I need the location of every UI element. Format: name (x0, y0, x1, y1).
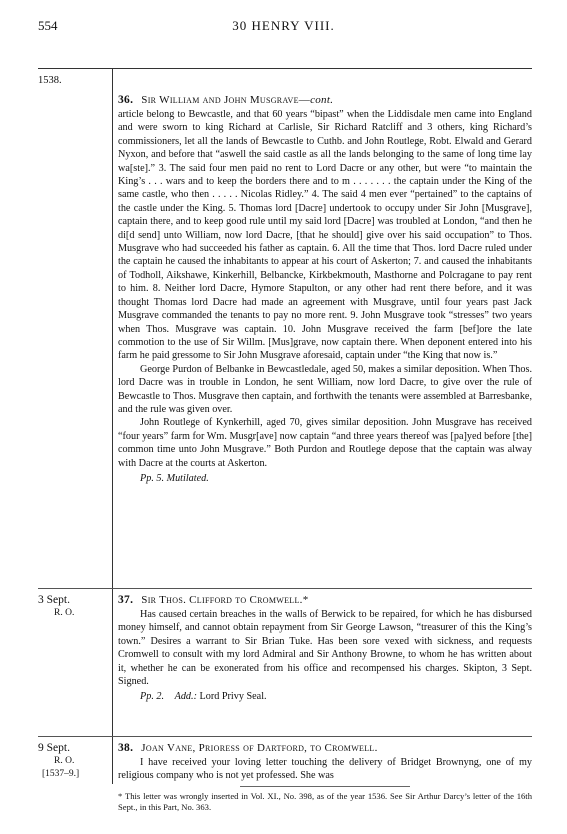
entry-38-date: 9 Sept. (38, 742, 70, 754)
entry-37-date: 3 Sept. (38, 594, 70, 606)
entry-37-text: Has caused certain breaches in the walls of Berwick to be repaired, for which he has disbursed money himself, and cannot obtain repayment from Sir George Lawson, “treasurer of this the King’s town.” Desires a warrant to Sir Brian Tuke. Has been sore vexed with sickness, and requests Cromwell to consult with my lord Admiral and Sir Anthony Browne, to whom he has written about it, whether he can be exonerated from his office and recompensed his charges. Skipton, 3 Sept. Signed. (118, 609, 532, 688)
entry-37-pages: Pp. 2. (140, 691, 165, 703)
entry-37-heading (118, 594, 532, 606)
entry-36-paragraph-3: John Routlege of Kynkerhill, aged 70, gives similar deposition. John Musgrave has received “four years” farm for Wm. Musgr[ave] now captain “and three years thereof was [pa]yed before [the] common time unto John Musgrave.” Both Purdon and Routlege depose that the captain was alway with Dacre at the courts at Askerton. (118, 417, 532, 469)
entry-37-margin (38, 594, 108, 620)
entry-38-source: R. O. (54, 756, 75, 766)
entry-38-source-date: [1537–9.] (42, 769, 80, 779)
entry-36-title: Sir William and John Musgrave— (141, 94, 311, 106)
entry-38-text: I have received your loving letter touching the delivery of Bridget Brownyng, one of my religious company who is not yet professed. She was (118, 757, 532, 782)
page-number: 554 (38, 18, 58, 33)
entry-37-source: R. O. (54, 608, 75, 618)
entry-36-paragraph-2: George Purdon of Belbanke in Bewcastledale, aged 50, makes a similar deposition. When Thos. lord Dacre was in trouble in London, he sent William, now lord Dacre, to give over the rule of Bewcastle to Thos. Musgrave then captain, and forthwith the tenants were assembled at Barresbanke, and the rule was given over. (118, 363, 532, 415)
entry-36-heading (118, 94, 532, 106)
entry-38-number: 38. (118, 742, 134, 754)
entry-38-title: Joan Vane, Prioress of Dartford, to Cromwell. (141, 742, 378, 754)
running-head: 30 HENRY VIII. (232, 18, 335, 33)
entry-36-note: Pp. 5. Mutilated. (140, 472, 209, 484)
entry-36-number: 36. (118, 94, 134, 106)
margin-year: 1538. (38, 75, 62, 86)
margin-gutter-line (112, 68, 113, 784)
page-header (0, 18, 567, 38)
entry-37-note (140, 691, 532, 702)
entry-37 (118, 594, 532, 706)
entry-38 (118, 742, 532, 783)
entry-separator-1 (38, 588, 532, 589)
entry-37-add-label: Add.: (174, 691, 197, 703)
entry-36-paragraph-1: article belong to Bewcastle, and that 60 years “bipast” when the Liddisdale men came into England and were sworn to king Richard at Carlisle, Sir Richard Ratcliff and 3 others, king Richard’s commissioners, let all the lands of Bewcastle to Cuthb. and John Routlege, Robt. Elwald and Gerard Nyxon, and before that “aswell the said castle as all the lands belonging to the same of long time lay wa[ste].” 3. The said four men paid no rent to Lord Dacre or any other, but were “to maintain the King’s . . . wars and to keep the borders there and to m . . . . . . . the captain under the King of the same castle, who then . . . . . Nicolas Ridley.” 4. The said 4 men ever “pertained” to the captains of the castle under the King. 5. Thomas lord [Dacre] undertook to occupy under Sir John [Musgrave], captain there, and to keep good rule until my said lord [Dacre] was troubled at London, “and then he di[d send] unto William, now lord Dacre, [that he should] give over his said occupation” to Thos. Musgrave who had succeeded his father as captain. 6. All the time that Thos. lord Dacre ruled under the captain he caused the inhabitants to appear at his court of Askerton; 7. and caused the inhabitants of Todholl, Aikshawe, Kinkerhill, Belbancke, Kirkbekmouth, Masthorne and Polcragane to pay rent to him. 8. Neither lord Dacre, Hymore Stapulton, or any other had rent there before, and it was thought Thomas lord Dacre had made an agreement with Musgrave, until four years past Jack Musgrave commanded the tenants to pay no more rent. 9. John Musgrave took “stresses” two years when Thos. Musgrave was captain. 10. John Musgrave received the farm [bef]ore the late commotion to the use of Sir Willm. [Mus]grave, now captain there. When deponent entered into his farm he paid gressome to Sir John Musgrave aforesaid, captain under “the King that now is.” (118, 109, 532, 362)
entry-37-title: Sir Thos. Clifford to Cromwell.* (141, 594, 309, 606)
footnote-rule (240, 786, 410, 787)
entry-36 (118, 94, 532, 488)
entry-38-margin (38, 742, 108, 781)
entry-38-heading (118, 742, 532, 754)
entry-36-title-cont: cont. (310, 94, 334, 106)
entry-37-number: 37. (118, 594, 134, 606)
entry-37-addressee: Lord Privy Seal. (199, 691, 267, 703)
entry-separator-2 (38, 736, 532, 737)
footnote: * This letter was wrongly inserted in Vol. XI., No. 398, as of the year 1536. See Sir Arthur Darcy’s letter of the 16th Sept., in this Part, No. 363. (118, 791, 532, 812)
